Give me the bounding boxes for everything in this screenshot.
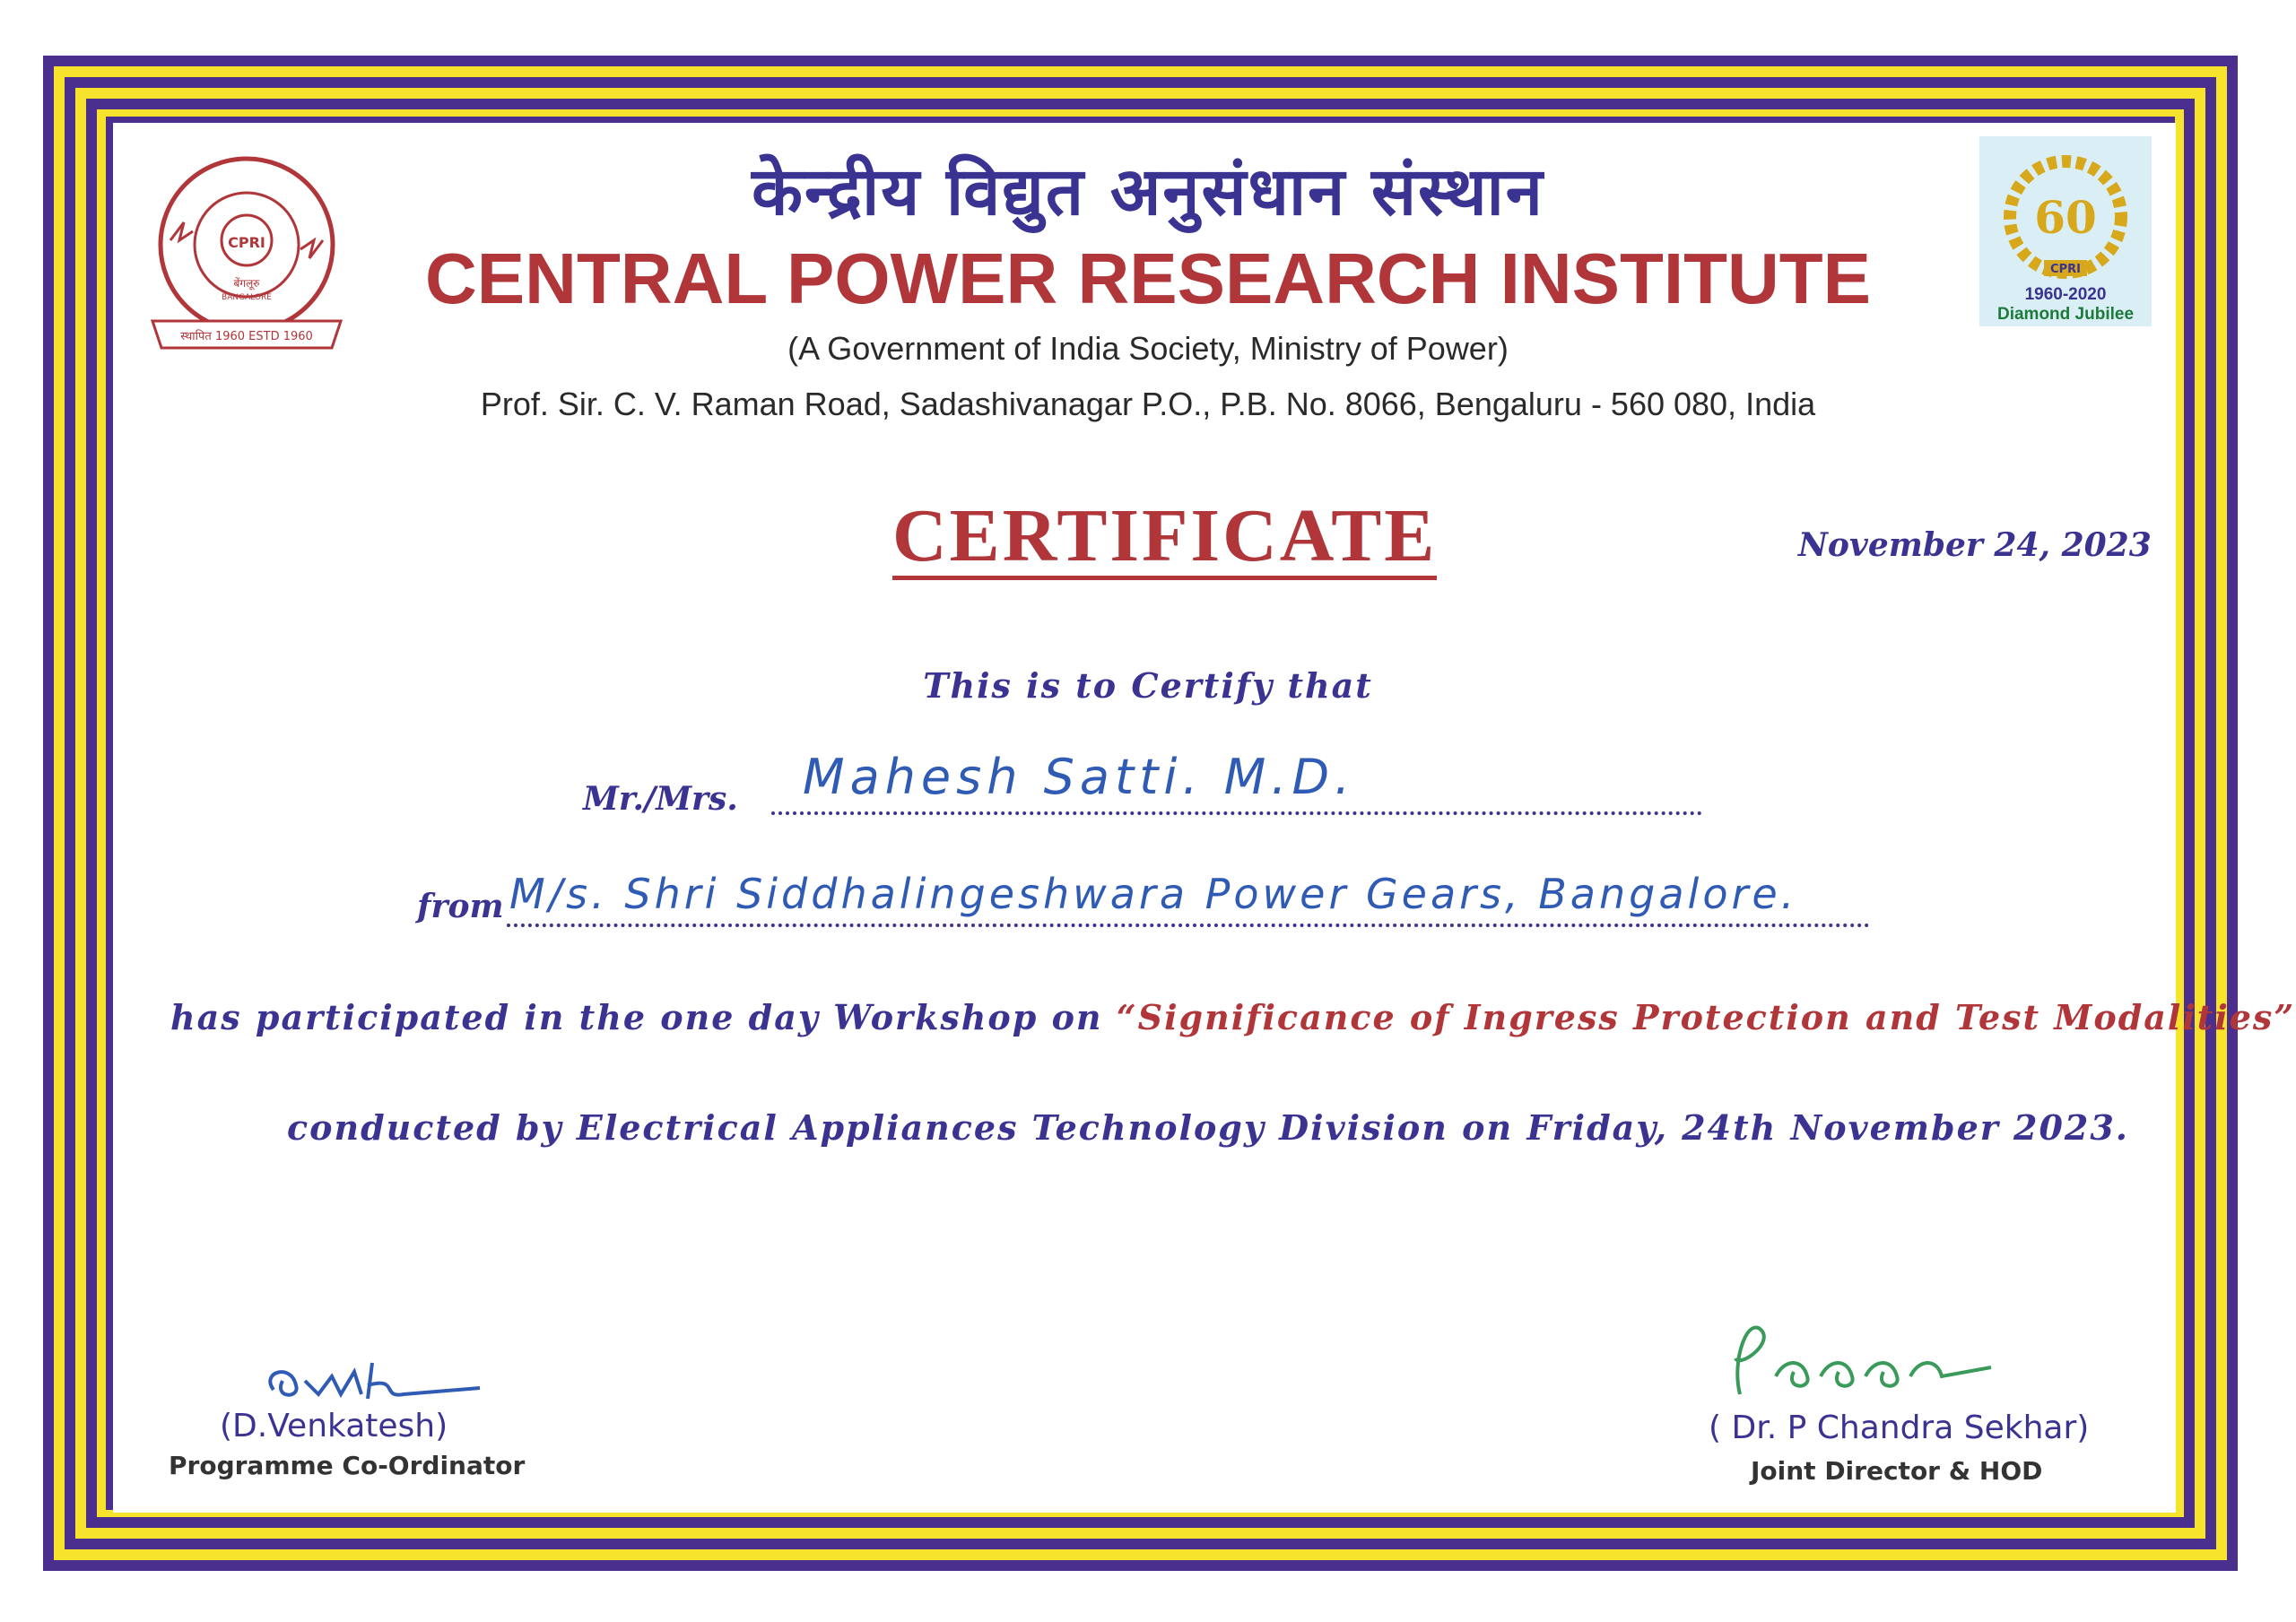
right-signatory-role: Joint Director & HOD	[1751, 1456, 2043, 1486]
svg-text:BANGALORE: BANGALORE	[222, 293, 272, 302]
svg-text:60: 60	[2034, 191, 2097, 244]
institute-address: Prof. Sir. C. V. Raman Road, Sadashivanagar P.O., P.B. No. 8066, Bengaluru - 560 080, India	[480, 386, 1816, 422]
svg-text:स्थापित 1960 ESTD 1960: स्थापित 1960 ESTD 1960	[180, 330, 313, 343]
certificate-title: CERTIFICATE	[892, 499, 1437, 580]
participation-line	[170, 997, 2295, 1037]
conducted-line: conducted by Electrical Appliances Technology Division on Friday, 24th November 2023.	[287, 1107, 2130, 1148]
svg-text:CPRI: CPRI	[228, 234, 265, 251]
svg-text:बेंगलूरु: बेंगलूरु	[233, 277, 260, 290]
recipient-name: Mahesh Satti. M.D.	[803, 749, 1356, 805]
svg-text:Diamond Jubilee: Diamond Jubilee	[1996, 305, 2135, 324]
workshop-title: “Significance of Ingress Protection and Test Modalities”	[1116, 997, 2296, 1037]
from-prefix: from	[417, 888, 504, 925]
right-signature-mark	[1722, 1305, 2081, 1416]
from-dotted-line	[507, 924, 1870, 927]
name-prefix: Mr./Mrs.	[583, 780, 738, 818]
svg-text:1960-2020: 1960-2020	[2024, 285, 2107, 304]
svg-text:CPRI: CPRI	[2050, 263, 2081, 276]
left-signatory-role: Programme Co-Ordinator	[169, 1451, 526, 1480]
participation-text: has participated in the one day Workshop on	[170, 997, 1117, 1037]
recipient-organization: M/s. Shri Siddhalingeshwara Power Gears, Bangalore.	[509, 870, 1798, 918]
certificate-date: November 24, 2023	[1798, 526, 2152, 564]
right-signatory-name: ( Dr. P Chandra Sekhar)	[1709, 1409, 2090, 1446]
left-signatory-name: (D.Venkatesh)	[220, 1408, 448, 1444]
certify-line: This is to Certify that	[923, 665, 1373, 706]
hindi-institute-name: केन्द्रीय विद्युत अनुसंधान संस्थान	[752, 153, 1544, 230]
name-dotted-line	[771, 811, 1702, 815]
institute-name: CENTRAL POWER RESEARCH INSTITUTE	[425, 239, 1871, 318]
institute-subtitle: (A Government of India Society, Ministry of Power)	[787, 330, 1509, 367]
